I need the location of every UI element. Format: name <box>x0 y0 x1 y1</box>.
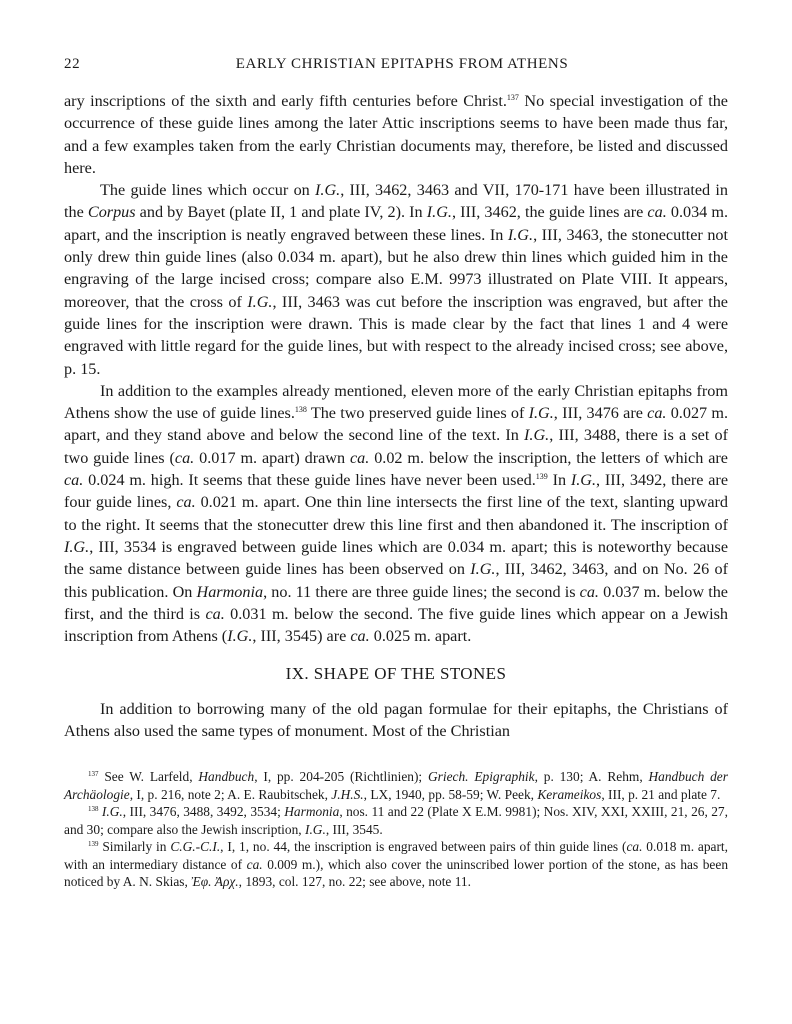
text-run: The two preserved guide lines of <box>306 404 529 423</box>
text-run: In <box>547 471 571 490</box>
text-run: 0.018 m. apart, with an intermediary distance of <box>64 839 729 872</box>
italic-text: I.G. <box>64 537 90 556</box>
footnote-ref: 139 <box>535 472 548 482</box>
page <box>64 56 728 891</box>
text-run: , III, p. 21 and plate 7. <box>601 786 721 802</box>
text-run: , III, 3545) are <box>252 627 351 646</box>
italic-text: ca. <box>64 471 84 490</box>
italic-text: C.G.-C.I. <box>170 839 221 855</box>
text-run: , I, p. 216, note 2; A. E. Raubitschek, <box>129 786 332 802</box>
page-number: 22 <box>64 56 81 72</box>
italic-text: I.G. <box>247 292 273 311</box>
italic-text: Harmonia <box>196 582 264 601</box>
text-run: , no. 11 there are three guide lines; the second is <box>263 582 580 601</box>
italic-text: I.G. <box>227 627 253 646</box>
text-run: No special investigation of the occurrence of these guide lines among the later Attic inscriptions seems to have been made thus far, and a few examples taken from the early Christian documents may, therefore, be listed and discussed here. <box>64 92 728 177</box>
paragraph <box>64 698 728 743</box>
text-run: In addition to borrowing many of the old pagan formulae for their epitaphs, the Christians of Athens also used the same types of monument. Most of the Christian <box>64 699 728 741</box>
text-run: 0.027 m. apart, and they stand above and below the second line of the text. In <box>64 404 728 445</box>
text-run: 0.034 m. apart, and the inscription is neatly engraved between these lines. In <box>64 203 729 244</box>
italic-text: ca. <box>246 856 263 872</box>
footnote-ref: 137 <box>88 770 99 779</box>
text-run: 0.024 m. high. It seems that these guide lines have never been used. <box>83 471 536 490</box>
italic-text: Handbuch der Archäologie <box>64 769 728 802</box>
text-run: ary inscriptions of the sixth and early fifth centuries before Christ. <box>64 92 507 110</box>
italic-text: Kerameikos <box>537 786 602 802</box>
italic-text: Handbuch <box>198 769 255 785</box>
text-run: 0.031 m. below the second. The five guide lines which appear on a Jewish inscription from Athens ( <box>64 604 728 646</box>
text-run: , 1893, col. 127, no. 22; see above, note 11. <box>238 874 471 890</box>
text-run: , p. 130; A. Rehm, <box>534 769 649 785</box>
text-run: 0.017 m. apart) drawn <box>194 448 350 467</box>
paragraph <box>64 90 728 179</box>
italic-text: I.G. <box>304 821 326 837</box>
text-run: , III, 3462, 3463 and VII, 170-171 have been illustrated in the <box>64 181 728 222</box>
text-run: 0.021 m. apart. One thin line intersects the first line of the text, slanting upward to the right. It seems that the stonecutter drew this line first and then abandoned it. The inscription of <box>64 493 728 534</box>
page-header <box>64 56 728 80</box>
italic-text: ca. <box>349 448 370 467</box>
italic-text: I.G. <box>524 426 550 445</box>
italic-text: Corpus <box>87 203 136 222</box>
footnote <box>64 803 728 838</box>
text-run: , III, 3463, the stonecutter not only drew thin guide lines (also 0.034 m. apart), but he also drew thin lines which guided him in the engraving of the large incised cross; compare also E.M. 9973 illustrated on Plate VIII. It appears, moreover, that the cross of <box>64 225 729 311</box>
text-run: The guide lines which occur on <box>100 181 316 200</box>
italic-text: ca. <box>647 404 667 423</box>
text-run: 0.009 m.), which also cover the uninscribed lower portion of the stone, as has been noticed by A. N. Skias, <box>64 856 729 890</box>
italic-text: ca. <box>647 203 667 222</box>
text-run: , III, 3462, the guide lines are <box>451 203 648 222</box>
text-run: , LX, 1940, pp. 58-59; W. Peek, <box>363 786 538 802</box>
text-run: In addition to the examples already mentioned, eleven more of the early Christian epitaphs from Athens show the use of guide lines. <box>64 381 728 423</box>
text-run: , nos. 11 and 22 (Plate X E.M. 9981); Nos. XIV, XXI, XXIII, 21, 26, 27, and 30; compare also the Jewish inscription, <box>64 804 728 837</box>
text-run: , I, pp. 204-205 (Richtlinien); <box>254 769 428 785</box>
footnote-ref: 138 <box>88 805 99 814</box>
italic-text: I.G. <box>507 225 534 244</box>
italic-text: I.G. <box>101 804 123 820</box>
italic-text: ca. <box>626 839 643 855</box>
text-run: , III, 3476, 3488, 3492, 3534; <box>122 804 285 820</box>
text-run: See W. Larfeld, <box>98 769 199 785</box>
text-run: , III, 3476 are <box>553 404 648 423</box>
text-run: , III, 3462, 3463, and on No. 26 of this publication. On <box>64 560 728 601</box>
italic-text: Griech. Epigraphik <box>427 769 535 785</box>
italic-text: I.G. <box>426 203 452 222</box>
text-run: Similarly in <box>98 839 171 855</box>
footnotes <box>64 768 728 891</box>
footnote-ref: 137 <box>506 93 519 102</box>
italic-text: I.G. <box>470 560 496 579</box>
italic-text: ca. <box>174 448 195 467</box>
italic-text: ca. <box>205 604 225 623</box>
footnote-ref: 139 <box>88 840 99 849</box>
text-run: , I, 1, no. 44, the inscription is engraved between pairs of thin guide lines ( <box>220 839 627 855</box>
text-run: 0.02 m. below the inscription, the letters of which are <box>369 448 728 467</box>
text-run: , III, 3492, there are four guide lines, <box>64 471 729 512</box>
text-run: 0.037 m. below the first, and the third is <box>64 582 728 623</box>
text-run: , III, 3545. <box>325 821 383 837</box>
italic-text: Ἐφ. Ἀρχ. <box>191 874 239 890</box>
footnote <box>64 768 728 803</box>
footnote-ref: 138 <box>294 405 307 415</box>
text-run: , III, 3463 was cut before the inscription was engraved, but after the guide lines for the inscription were drawn. This is made clear by the fact that lines 1 and 4 were engraved with little regard for the guide lines, but with respect to the already incised cross; see above, p. 15. <box>64 292 728 378</box>
paragraph <box>64 380 728 648</box>
italic-text: I.G. <box>528 404 554 423</box>
italic-text: I.G. <box>570 471 597 490</box>
section-heading: IX. SHAPE OF THE STONES <box>285 664 507 684</box>
text-run: 0.025 m. apart. <box>369 627 472 646</box>
footnote <box>64 838 728 891</box>
italic-text: Harmonia <box>284 804 340 820</box>
text-run: and by Bayet (plate II, 1 and plate IV, 2). In <box>135 203 427 222</box>
italic-text: ca. <box>350 627 370 646</box>
text-run: , III, 3534 is engraved between guide lines which are 0.034 m. apart; this is noteworthy because the same distance between guide lines has been observed on <box>64 537 728 579</box>
main-text <box>64 90 728 742</box>
paragraph <box>64 179 728 380</box>
italic-text: I.G. <box>315 181 341 200</box>
running-title: EARLY CHRISTIAN EPITAPHS FROM ATHENS <box>235 56 569 72</box>
italic-text: ca. <box>176 493 196 512</box>
italic-text: J.H.S. <box>331 786 364 802</box>
italic-text: ca. <box>579 582 599 601</box>
text-run: , III, 3488, there is a set of two guide lines ( <box>64 426 728 467</box>
